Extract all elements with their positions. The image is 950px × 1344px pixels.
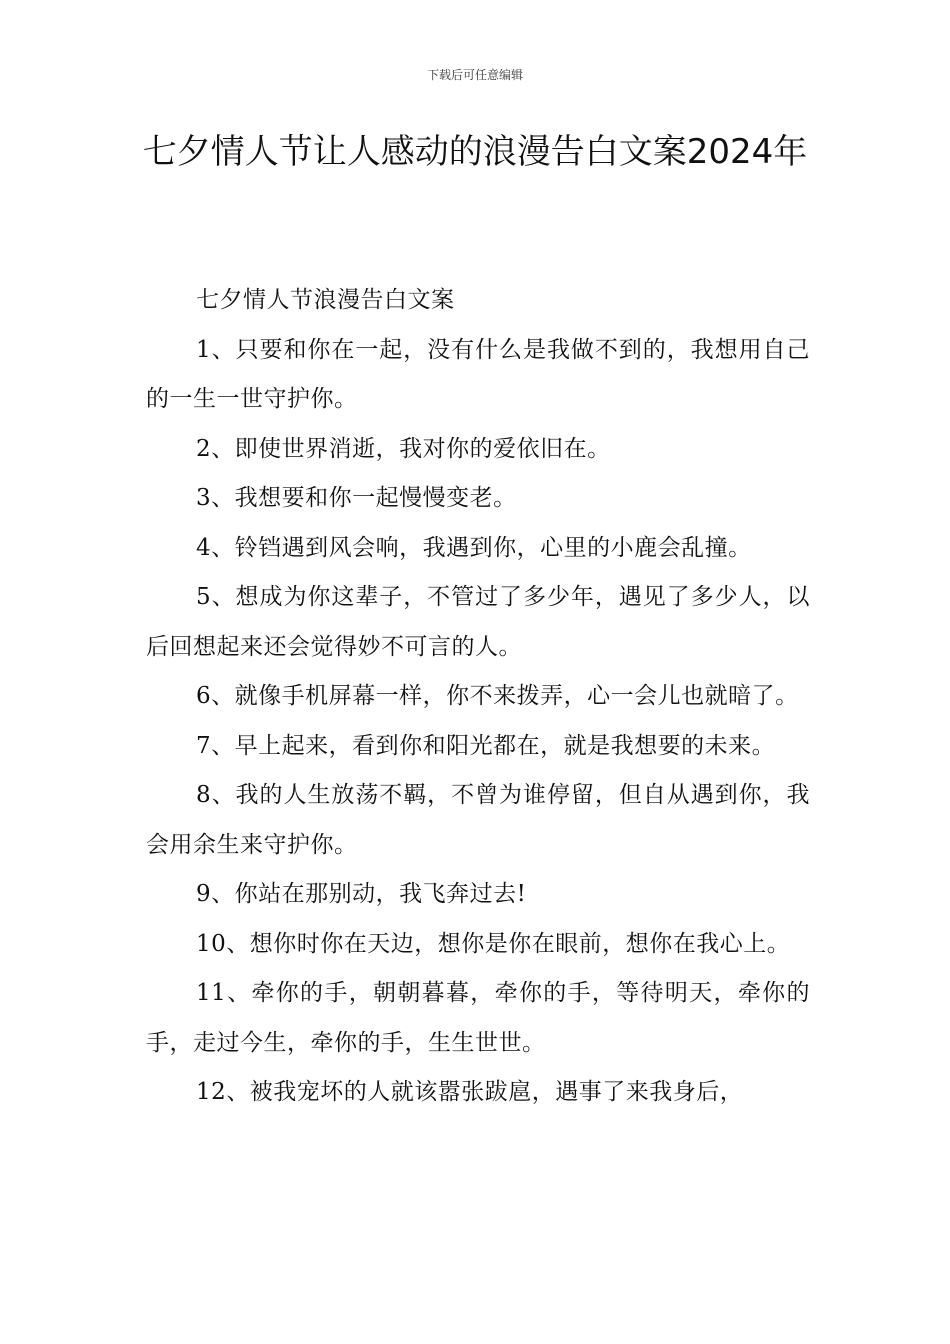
page-header-note: 下载后可任意编辑: [426, 68, 523, 82]
document-title: 七夕情人节让人感动的浪漫告白文案2024年: [142, 132, 808, 172]
paragraph-8: 8、我的人生放荡不羁，不曾为谁停留，但自从遇到你，我会用余生来守护你。: [146, 782, 810, 858]
paragraph-2: 2、即使世界消逝，我对你的爱依旧在。: [196, 435, 611, 462]
document-body: [146, 276, 810, 1118]
paragraph-4: 4、铃铛遇到风会响，我遇到你，心里的小鹿会乱撞。: [196, 534, 752, 561]
paragraph-5: 5、想成为你这辈子，不管过了多少年，遇见了多少人，以后回想起来还会觉得妙不可言的人。: [146, 584, 810, 660]
paragraph-3: 3、我想要和你一起慢慢变老。: [196, 485, 517, 511]
paragraph-1: 1、只要和你在一起，没有什么是我做不到的，我想用自己的一生一世守护你。: [146, 336, 810, 412]
paragraph-7: 7、早上起来，看到你和阳光都在，就是我想要的未来。: [196, 732, 776, 759]
paragraph-10: 10、想你时你在天边，想你是你在眼前，想你在我心上。: [196, 930, 791, 957]
paragraph-12: 12、被我宠坏的人就该嚣张跋扈，遇事了来我身后，: [196, 1079, 744, 1105]
paragraph-11: 11、牵你的手，朝朝暮暮，牵你的手，等待明天，牵你的手，走过今生，牵你的手，生生世世。: [146, 980, 810, 1056]
paragraph-9: 9、你站在那别动，我飞奔过去!: [196, 881, 527, 907]
paragraph-6: 6、就像手机屏幕一样，你不来拨弄，心一会儿也就暗了。: [196, 683, 799, 709]
section-heading: 七夕情人节浪漫告白文案: [196, 287, 455, 313]
